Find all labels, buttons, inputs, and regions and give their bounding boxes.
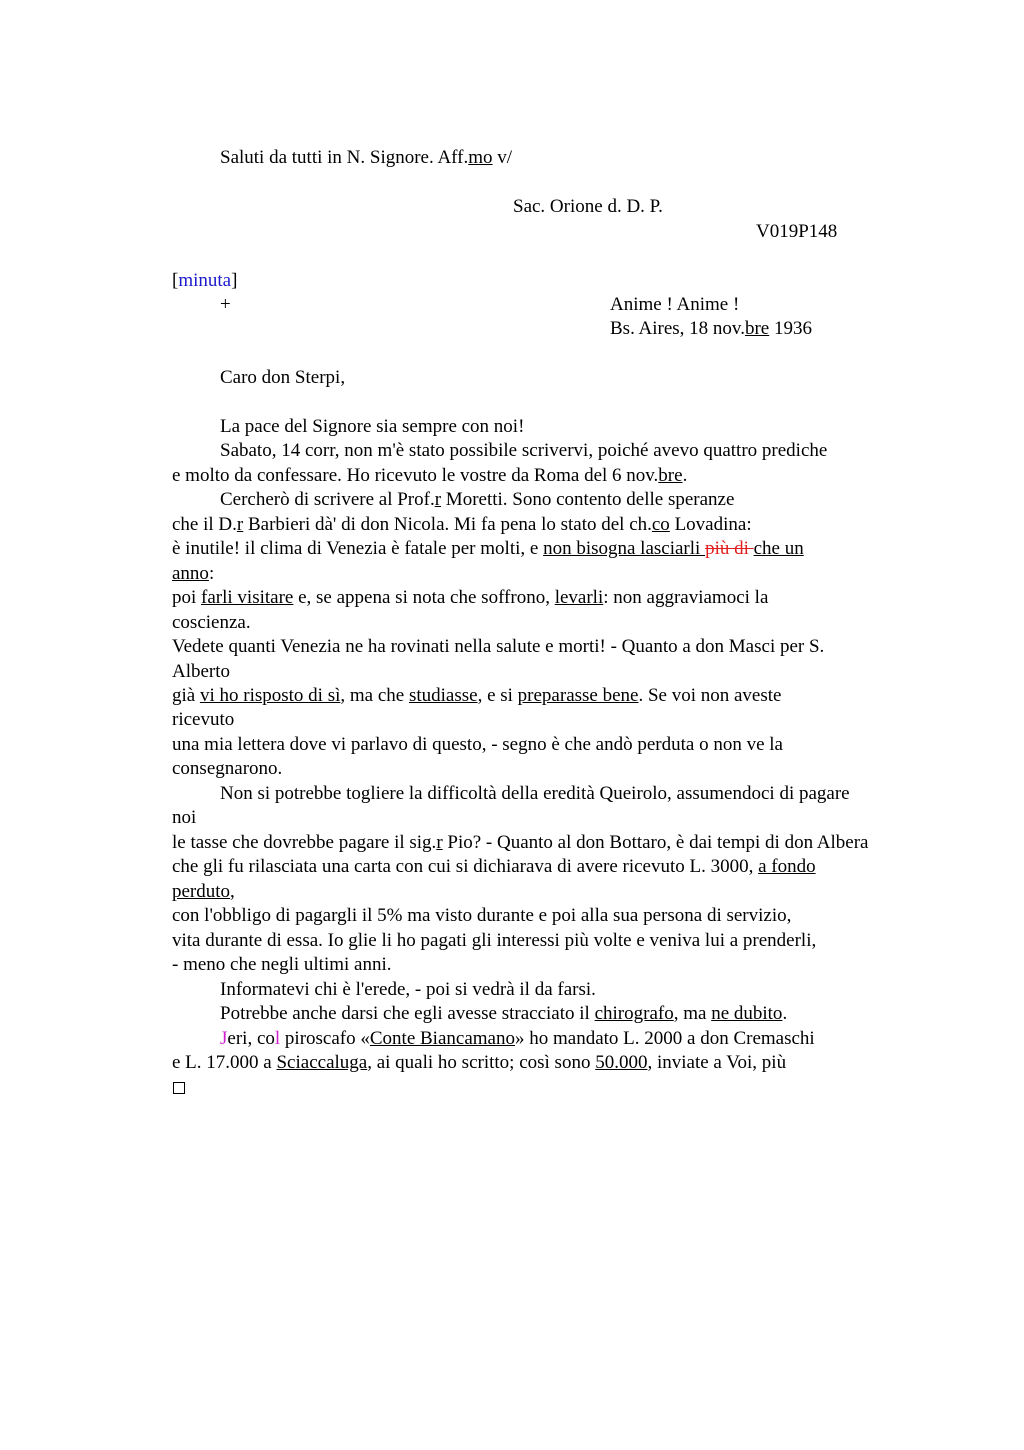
text-line-07: anno: <box>172 563 215 584</box>
text-line-22: vita durante di essa. Io glie li ho pagati gli interessi più volte e veniva lui a prenderli, <box>172 930 817 951</box>
minuta-label: [minuta] <box>172 270 238 291</box>
checkbox-square-icon <box>173 1075 185 1099</box>
text-line-24: Informatevi chi è l'erede, - poi si vedrà il da farsi. <box>220 979 596 1000</box>
text-line-03: e molto da confessare. Ho ricevuto le vostre da Roma del 6 nov.bre. <box>172 465 688 486</box>
text-line-12: già vi ho risposto di sì, ma che studiasse, e si preparasse bene. Se voi non aveste <box>172 685 782 706</box>
text-line-20: perduto, <box>172 881 235 902</box>
text-line-08: poi farli visitare e, se appena si nota che soffrono, levarli: non aggraviamoci la <box>172 587 769 608</box>
text-line-14: una mia lettera dove vi parlavo di questo, - segno è che andò perduta o non ve la <box>172 734 783 755</box>
text-line-09: coscienza. <box>172 612 251 633</box>
text-line-05: che il D.r Barbieri dà' di don Nicola. Mi fa pena lo stato del ch.co Lovadina: <box>172 514 752 535</box>
text-line-23: - meno che negli ultimi anni. <box>172 954 392 975</box>
signature: Sac. Orione d. D. P. <box>513 196 663 217</box>
text-line-13: ricevuto <box>172 709 235 730</box>
text-line-25: Potrebbe anche darsi che egli avesse stracciato il chirografo, ma ne dubito. <box>220 1003 788 1024</box>
text-line-04: Cercherò di scrivere al Prof.r Moretti. Sono contento delle speranze <box>220 489 735 510</box>
text-line-10: Vedete quanti Venezia ne ha rovinati nella salute e morti! - Quanto a don Masci per S. <box>172 636 825 657</box>
text-line-11: Alberto <box>172 661 231 682</box>
text-line-19: che gli fu rilasciata una carta con cui si dichiarava di avere ricevuto L. 3000, a fondo <box>172 856 816 877</box>
text-line-16: Non si potrebbe togliere la difficoltà della eredità Queirolo, assumendoci di pagare <box>220 783 850 804</box>
closing-greeting: Saluti da tutti in N. Signore. Aff.mo v/ <box>220 147 513 168</box>
cross-mark: + <box>220 294 231 315</box>
text-line-27: e L. 17.000 a Sciaccaluga, ai quali ho scritto; così sono 50.000, inviate a Voi, più <box>172 1052 787 1073</box>
text-line-06: è inutile! il clima di Venezia è fatale per molti, e non bisogna lasciarli più di che un <box>172 538 804 559</box>
salutation: Caro don Sterpi, <box>220 367 346 388</box>
deleted-text: più di <box>705 538 754 559</box>
text-line-26: Jeri, col piroscafo «Conte Biancamano» ho mandato L. 2000 a don Cremaschi <box>220 1028 815 1049</box>
page-reference: V019P148 <box>756 221 838 242</box>
text-line-01: La pace del Signore sia sempre con noi! <box>220 416 525 437</box>
text-line-02: Sabato, 14 corr, non m'è stato possibile scrivervi, poiché avevo quattro prediche <box>220 440 828 461</box>
text-line-17: noi <box>172 807 197 828</box>
text-line-15: consegnarono. <box>172 758 283 779</box>
motto: Anime ! Anime ! <box>610 294 740 315</box>
text-line-18: le tasse che dovrebbe pagare il sig.r Pio? - Quanto al don Bottaro, è dai tempi di don Albera <box>172 832 869 853</box>
text-line-21: con l'obbligo di pagargli il 5% ma visto durante e poi alla sua persona di servizio, <box>172 905 792 926</box>
place-date: Bs. Aires, 18 nov.bre 1936 <box>610 318 812 339</box>
